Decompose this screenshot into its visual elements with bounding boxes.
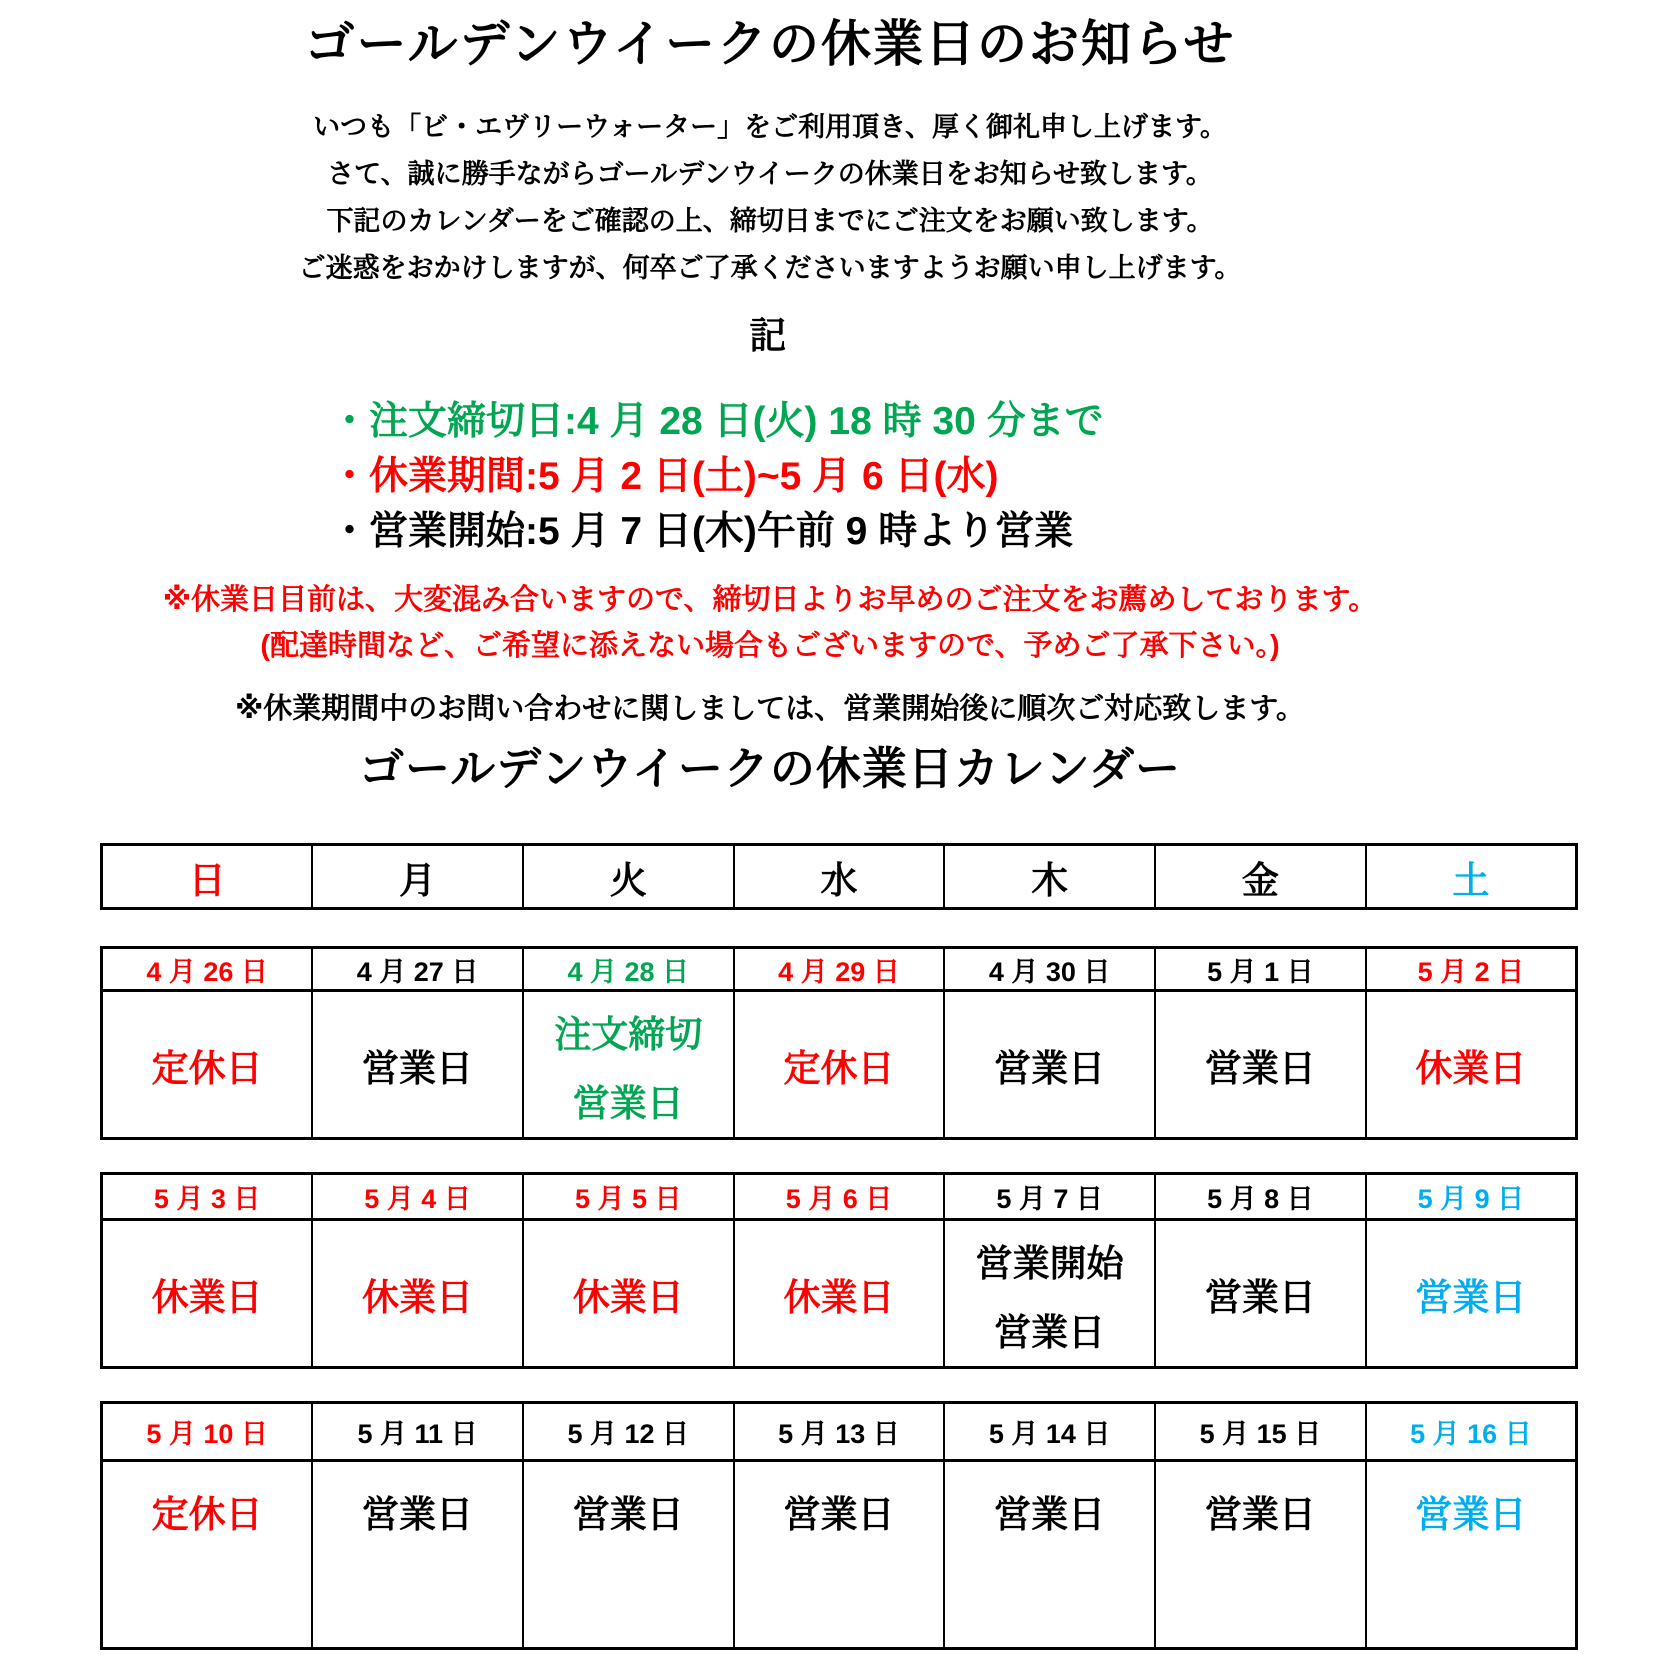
date-cell xyxy=(734,948,945,991)
bullet-order-deadline: ・注文締切日:4 月 28 日(火) 18 時 30 分まで xyxy=(330,400,1104,443)
date-label: 5 月 10 日 xyxy=(146,1419,268,1449)
status-label: 営業日 xyxy=(1415,1494,1527,1535)
bullet-closure-period: ・休業期間:5 月 2 日(土)~5 月 6 日(水) xyxy=(330,455,999,498)
status-label: 営業開始 xyxy=(975,1243,1124,1284)
weekday-header-table xyxy=(100,843,1578,910)
status-cell xyxy=(944,1461,1155,1649)
status-cell xyxy=(102,1220,313,1368)
status-cell xyxy=(944,1220,1155,1368)
status-cell xyxy=(1366,991,1577,1139)
warning-note-line-2: (配達時間など、ご希望に添えない場合もございますので、予めご了承下さい。) xyxy=(260,630,1280,662)
intro-line-2: さて、誠に勝手ながらゴールデンウイークの休業日をお知らせ致します。 xyxy=(327,159,1213,189)
intro-line-1: いつも「ビ・エヴリーウォーター」をご利用頂き、厚く御礼申し上げます。 xyxy=(313,112,1227,142)
status-cell xyxy=(523,991,734,1139)
date-label: 5 月 11 日 xyxy=(357,1419,478,1449)
week-2-status-row xyxy=(102,1220,1577,1368)
date-cell xyxy=(102,1403,313,1461)
date-label: 4 月 26 日 xyxy=(146,956,268,987)
status-cell xyxy=(312,1461,523,1649)
date-label: 5 月 14 日 xyxy=(988,1419,1111,1449)
intro-line-4: ご迷惑をおかけしますが、何卒ご了承くださいますようお願い申し上げます。 xyxy=(298,253,1242,283)
date-label: 5 月 3 日 xyxy=(153,1184,261,1214)
status-cell xyxy=(1155,991,1366,1139)
date-cell xyxy=(734,1403,945,1461)
date-label: 5 月 16 日 xyxy=(1410,1419,1532,1449)
status-label: 営業日 xyxy=(1204,1047,1316,1089)
status-label: 注文締切 xyxy=(554,1014,703,1055)
bullet-reopen-date: ・営業開始:5 月 7 日(木)午前 9 時より営業 xyxy=(330,510,1074,553)
date-cell xyxy=(523,1174,734,1220)
weekday-label: 水 xyxy=(820,859,858,901)
date-cell xyxy=(1155,1403,1366,1461)
weekday-label: 日 xyxy=(188,859,226,901)
status-label: 営業日 xyxy=(1415,1276,1527,1318)
date-cell xyxy=(523,1403,734,1461)
calendar-week-3 xyxy=(100,1401,1578,1650)
status-label: 定休日 xyxy=(151,1047,263,1089)
calendar-week-2 xyxy=(100,1172,1578,1369)
calendar-title: ゴールデンウイークの休業日カレンダー xyxy=(359,743,1181,794)
key-dates-list xyxy=(330,394,1540,559)
status-label: 定休日 xyxy=(151,1494,263,1535)
date-label: 5 月 8 日 xyxy=(1207,1184,1314,1214)
status-label: 営業日 xyxy=(1204,1276,1316,1318)
status-cell xyxy=(734,1461,945,1649)
status-cell xyxy=(312,991,523,1139)
status-cell xyxy=(734,991,945,1139)
status-cell xyxy=(102,991,313,1139)
notice-body xyxy=(0,14,1540,797)
status-label: 定休日 xyxy=(783,1047,895,1089)
date-cell xyxy=(523,948,734,991)
intro-paragraph xyxy=(0,104,1540,292)
status-label: 休業日 xyxy=(362,1276,474,1318)
status-label: 営業日 xyxy=(994,1047,1106,1089)
date-cell xyxy=(1366,1174,1577,1220)
status-label: 休業日 xyxy=(783,1276,895,1318)
date-cell xyxy=(734,1174,945,1220)
date-label: 4 月 27 日 xyxy=(356,956,479,987)
page-title: ゴールデンウイークの休業日のお知らせ xyxy=(304,16,1236,72)
weekday-label: 土 xyxy=(1452,859,1490,901)
date-cell xyxy=(944,1403,1155,1461)
date-label: 5 月 1 日 xyxy=(1207,956,1314,987)
status-label: 営業日 xyxy=(362,1047,474,1089)
date-cell xyxy=(312,948,523,991)
date-label: 4 月 28 日 xyxy=(567,956,690,987)
status-cell xyxy=(1366,1220,1577,1368)
weekday-label: 木 xyxy=(1031,859,1069,901)
date-label: 5 月 4 日 xyxy=(364,1184,471,1214)
status-label: 営業日 xyxy=(1204,1494,1316,1535)
weekday-thursday xyxy=(944,845,1155,909)
weekday-label: 月 xyxy=(399,859,437,901)
status-label: 営業日 xyxy=(572,1083,684,1124)
date-label: 5 月 5 日 xyxy=(574,1184,682,1214)
weekday-label: 金 xyxy=(1241,859,1279,901)
date-cell xyxy=(312,1174,523,1220)
weekday-saturday xyxy=(1366,845,1577,909)
week-3-status-row xyxy=(102,1461,1577,1649)
week-1-date-row xyxy=(102,948,1577,991)
status-cell xyxy=(1366,1461,1577,1649)
date-cell xyxy=(944,948,1155,991)
weekday-friday xyxy=(1155,845,1366,909)
week-2-date-row xyxy=(102,1174,1577,1220)
status-label: 休業日 xyxy=(151,1276,263,1318)
date-label: 5 月 6 日 xyxy=(785,1184,893,1214)
date-cell xyxy=(1366,1403,1577,1461)
status-label: 営業日 xyxy=(994,1312,1106,1353)
warning-note-line-1: ※休業日目前は、大変混み合いますので、締切日よりお早めのご注文をお薦めしております。 xyxy=(162,584,1378,616)
weekday-wednesday xyxy=(734,845,945,909)
weekday-sunday xyxy=(102,845,313,909)
date-cell xyxy=(102,1174,313,1220)
weekday-label: 火 xyxy=(609,859,647,901)
date-label: 4 月 29 日 xyxy=(778,956,900,987)
date-label: 5 月 7 日 xyxy=(996,1184,1103,1214)
week-3-date-row xyxy=(102,1403,1577,1461)
date-label: 4 月 30 日 xyxy=(988,956,1111,987)
status-label: 休業日 xyxy=(572,1276,684,1318)
date-cell xyxy=(1155,1174,1366,1220)
calendar-week-1 xyxy=(100,946,1578,1140)
status-cell xyxy=(102,1461,313,1649)
status-cell xyxy=(523,1220,734,1368)
date-cell xyxy=(1366,948,1577,991)
date-cell xyxy=(1155,948,1366,991)
status-label: 営業日 xyxy=(572,1494,684,1535)
date-label: 5 月 12 日 xyxy=(567,1419,690,1449)
status-cell xyxy=(734,1220,945,1368)
status-cell xyxy=(944,991,1155,1139)
date-cell xyxy=(312,1403,523,1461)
status-cell xyxy=(1155,1220,1366,1368)
weekday-row xyxy=(102,845,1577,909)
status-label: 営業日 xyxy=(783,1494,895,1535)
weekday-tuesday xyxy=(523,845,734,909)
week-1-status-row xyxy=(102,991,1577,1139)
date-cell xyxy=(944,1174,1155,1220)
status-cell xyxy=(523,1461,734,1649)
date-label: 5 月 9 日 xyxy=(1417,1184,1525,1214)
status-label: 営業日 xyxy=(994,1494,1106,1535)
inquiry-note: ※休業期間中のお問い合わせに関しましては、営業開始後に順次ご対応致します。 xyxy=(235,693,1305,725)
status-cell xyxy=(312,1220,523,1368)
status-cell xyxy=(1155,1461,1366,1649)
date-cell xyxy=(102,948,313,991)
date-label: 5 月 13 日 xyxy=(778,1419,900,1449)
date-label: 5 月 2 日 xyxy=(1417,956,1525,987)
ki-section-marker: 記 xyxy=(749,315,791,356)
weekday-monday xyxy=(312,845,523,909)
status-label: 営業日 xyxy=(362,1494,474,1535)
warning-note xyxy=(0,577,1540,669)
intro-line-3: 下記のカレンダーをご確認の上、締切日までにご注文をお願い致します。 xyxy=(326,206,1214,236)
status-label: 休業日 xyxy=(1415,1047,1527,1089)
date-label: 5 月 15 日 xyxy=(1199,1419,1322,1449)
